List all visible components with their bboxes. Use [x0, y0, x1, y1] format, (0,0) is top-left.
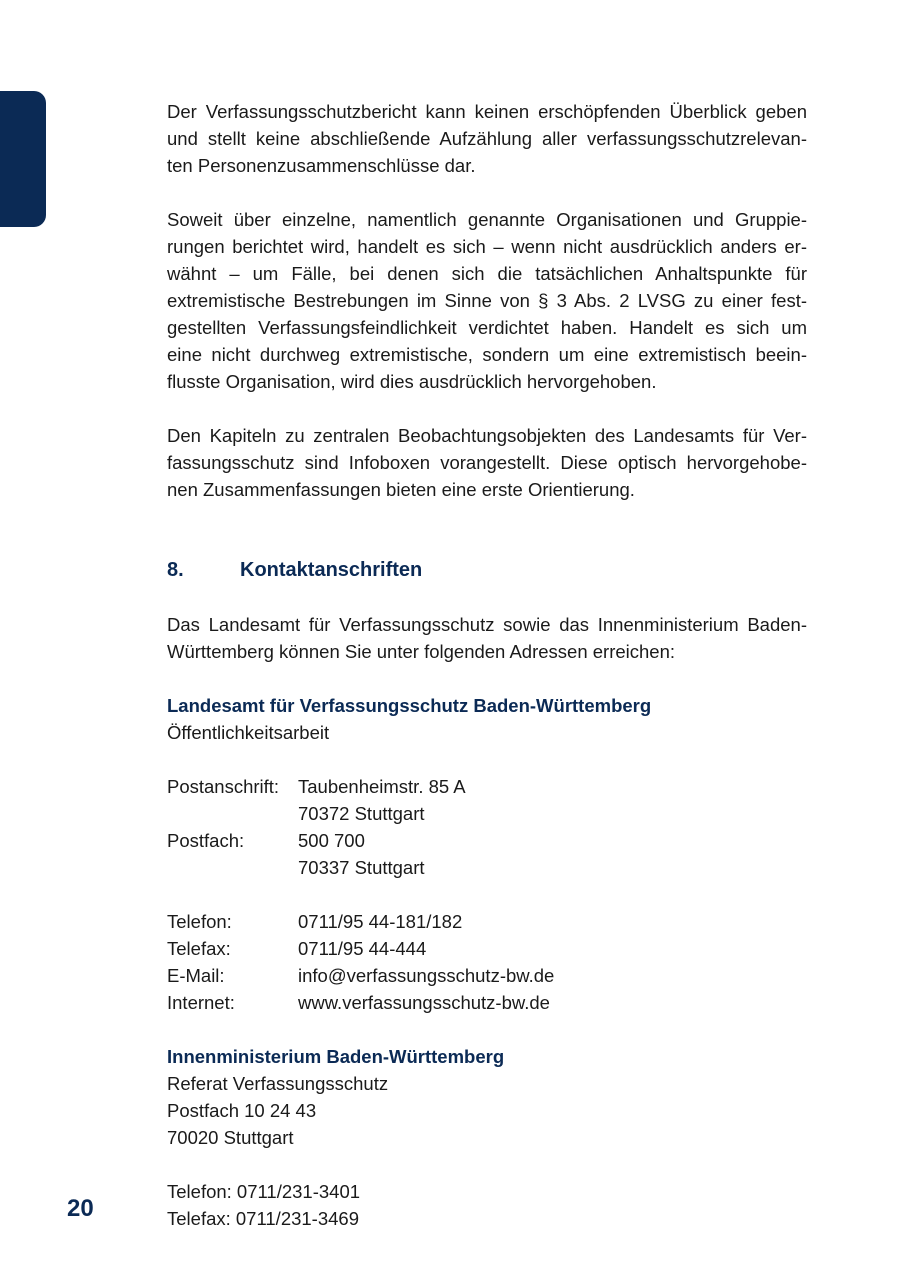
lfv-postfach-city-row	[167, 854, 807, 881]
postfach-city: 70337 Stuttgart	[298, 857, 425, 878]
postanschrift-street: Taubenheimstr. 85 A	[298, 776, 466, 797]
section-heading	[167, 557, 807, 584]
text-line: ten Personenzusammenschlüsse dar.	[167, 155, 476, 176]
page-content	[167, 98, 807, 1232]
intro-paragraph-2	[167, 206, 807, 395]
email-label: E-Mail:	[167, 965, 225, 986]
text-line: gestellten Verfassungsfeindlichkeit verdichtet haben. Handelt es sich um	[167, 317, 807, 338]
postanschrift-label: Postanschrift:	[167, 776, 280, 797]
intro-paragraph-3	[167, 422, 807, 503]
text-line: wähnt – um Fälle, bei denen sich die tatsächlichen Anhaltspunkte für	[167, 263, 807, 284]
email-link[interactable]: info@verfassungsschutz-bw.de	[298, 965, 555, 986]
lfv-department: Öffentlichkeitsarbeit	[167, 722, 330, 743]
text-line: rungen berichtet wird, handelt es sich – wenn nicht ausdrücklich anders er-	[167, 236, 807, 257]
lfv-internet	[167, 989, 807, 1016]
text-line: extremistische Bestrebungen im Sinne von § 3 Abs. 2 LVSG zu einer fest-	[167, 290, 807, 311]
lfv-postanschrift-city-row	[167, 800, 807, 827]
intro-paragraph-1	[167, 98, 807, 179]
section-intro	[167, 611, 807, 665]
im-city: 70020 Stuttgart	[167, 1127, 294, 1148]
internet-label: Internet:	[167, 992, 235, 1013]
text-line: Das Landesamt für Verfassungsschutz sowie das Innenministerium Baden-	[167, 614, 807, 635]
im-name: Innenministerium Baden-Württemberg	[167, 1046, 505, 1067]
page-number: 20	[67, 1195, 94, 1222]
section-number: 8.	[167, 559, 184, 581]
lfv-postanschrift	[167, 773, 807, 800]
text-line: Soweit über einzelne, namentlich genannte Organisationen und Gruppie-	[167, 209, 807, 230]
text-line: Den Kapiteln zu zentralen Beobachtungsobjekten des Landesamts für Ver-	[167, 425, 807, 446]
text-line: fassungsschutz sind Infoboxen vorangestellt. Diese optisch hervorgehobe-	[167, 452, 807, 473]
website-link[interactable]: www.verfassungsschutz-bw.de	[298, 992, 550, 1013]
lfv-postfach	[167, 827, 807, 854]
lfv-name: Landesamt für Verfassungsschutz Baden-Württemberg	[167, 695, 652, 716]
text-line: und stellt keine abschließende Aufzählung aller verfassungsschutzrelevan-	[167, 128, 807, 149]
text-line: nen Zusammenfassungen bieten eine erste Orientierung.	[167, 479, 635, 500]
text-line: eine nicht durchweg extremistische, sondern um eine extremistisch beein-	[167, 344, 807, 365]
im-department: Referat Verfassungsschutz	[167, 1073, 389, 1094]
telefon-label: Telefon:	[167, 911, 232, 932]
lfv-telefax	[167, 935, 807, 962]
text-line: Der Verfassungsschutzbericht kann keinen erschöpfenden Überblick geben	[167, 101, 807, 122]
postfach-label: Postfach:	[167, 830, 245, 851]
postfach-number: 500 700	[298, 830, 365, 851]
telefax-value: 0711/95 44-444	[298, 938, 427, 959]
chapter-tab-marker	[0, 91, 46, 227]
lfv-email	[167, 962, 807, 989]
postanschrift-city: 70372 Stuttgart	[298, 803, 425, 824]
im-postfach: Postfach 10 24 43	[167, 1100, 317, 1121]
section-title: Kontaktanschriften	[240, 559, 423, 581]
lfv-telefon	[167, 908, 807, 935]
text-line: flusste Organisation, wird dies ausdrücklich hervorgehoben.	[167, 371, 657, 392]
telefon-value: 0711/95 44-181/182	[298, 911, 463, 932]
text-line: Württemberg können Sie unter folgenden Adressen erreichen:	[167, 641, 676, 662]
im-telefax: Telefax: 0711/231-3469	[167, 1208, 360, 1229]
im-telefon: Telefon: 0711/231-3401	[167, 1181, 361, 1202]
telefax-label: Telefax:	[167, 938, 231, 959]
